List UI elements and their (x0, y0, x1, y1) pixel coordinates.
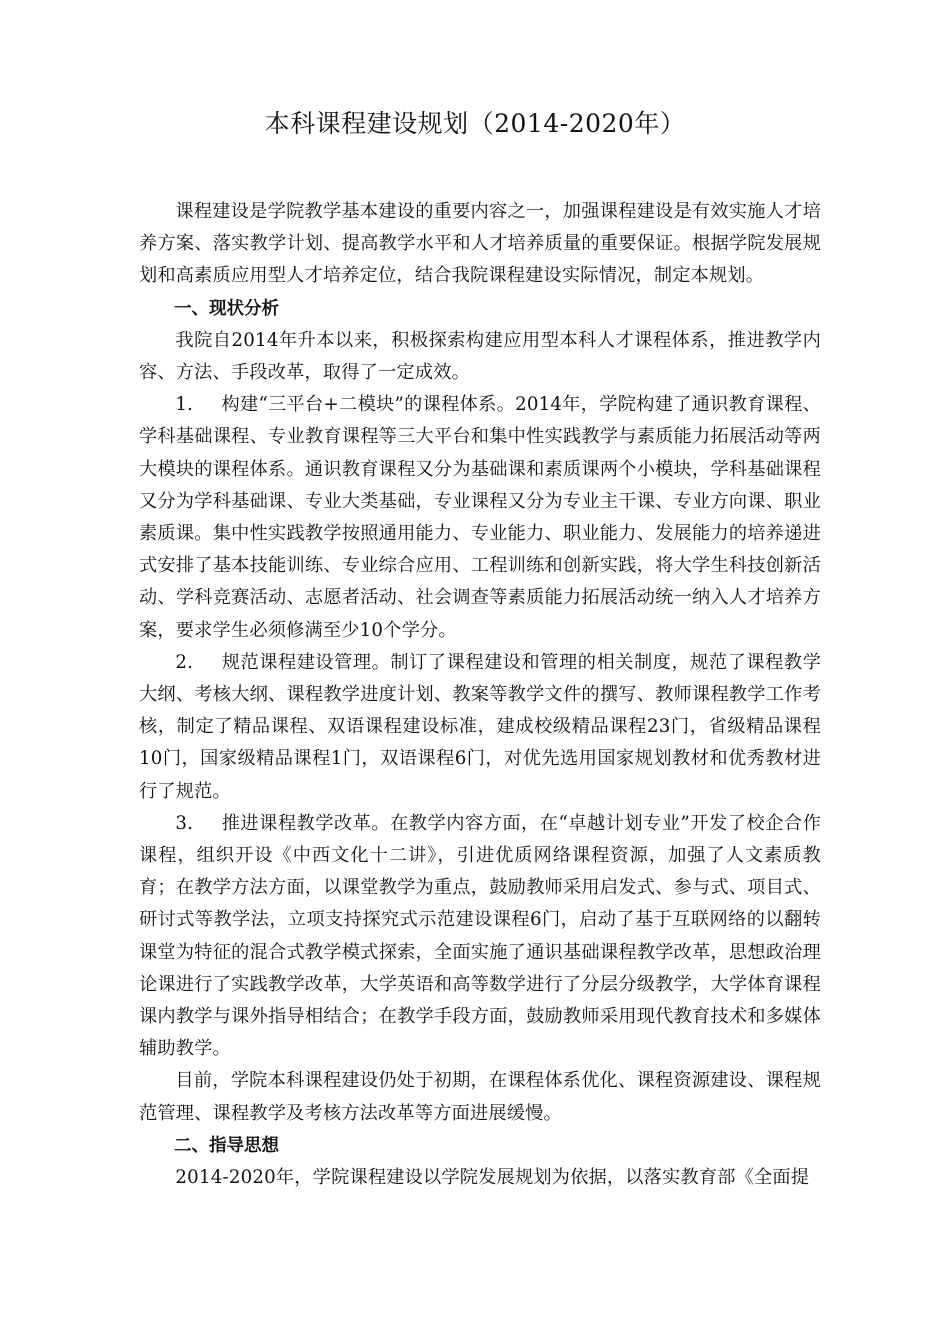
list-item-text: 构建“三平台+二模块”的课程体系。2014年，学院构建了通识教育课程、学科基础课程、专业教育课程等三大平台和集中性实践教学与素质能力拓展活动等两大模块的课程体系。通识教育课程又分为基础课和素质课两个小模块，学科基础课程又分为学科基础课、专业大类基础，专业课程又分为专业主干课、专业方向课、职业素质课。集中性实践教学按照通用能力、专业能力、职业能力、发展能力的培养递进式安排了基本技能训练、专业综合应用、工程训练和创新实践，将大学生科技创新活动、学科竞赛活动、志愿者活动、社会调查等素质能力拓展活动统一纳入人才培养方案，要求学生必须修满至少10个学分。 (139, 394, 821, 641)
section1-summary-paragraph: 目前，学院本科课程建设仍处于初期，在课程体系优化、课程资源建设、课程规范管理、课程教学及考核方法改革等方面进展缓慢。 (139, 1070, 821, 1124)
list-item-text: 推进课程教学改革。在教学内容方面，在“卓越计划专业”开发了校企合作课程，组织开设《中西文化十二讲》，引进优质网络课程资源，加强了人文素质教育；在教学方法方面，以课堂教学为重点，鼓励教师采用启发式、参与式、项目式、研讨式等教学法，立项支持探究式示范建设课程6门，启动了基于互联网络的以翻转课堂为特征的混合式教学模式探索，全面实施了通识基础课程教学改革，思想政治理论课进行了实践教学改革，大学英语和高等数学进行了分层分级教学，大学体育课程课内教学与课外指导相结合；在教学手段方面，鼓励教师采用现代教育技术和多媒体辅助教学。 (139, 812, 821, 1060)
section-heading-guiding-thought: 二、指导思想 (174, 1135, 279, 1156)
section1-lead-paragraph: 我院自2014年升本以来，积极探索构建应用型本科人才课程体系，推进教学内容、方法、手段改革，取得了一定成效。 (139, 329, 821, 384)
list-item-2 (139, 647, 821, 808)
intro-paragraph: 课程建设是学院教学基本建设的重要内容之一，加强课程建设是有效实施人才培养方案、落实教学计划、提高教学水平和人才培养质量的重要保证。根据学院发展规划和高素质应用型人才培养定位，结合我院课程建设实际情况，制定本规划。 (139, 201, 821, 287)
section2-lead-paragraph: 2014-2020年，学院课程建设以学院发展规划为依据，以落实教育部《全面提 (175, 1167, 810, 1189)
list-item-1 (139, 389, 821, 647)
list-item-number: 3. (175, 812, 194, 834)
list-item-3 (139, 808, 821, 1066)
section-heading-status: 一、现状分析 (174, 298, 279, 319)
list-item-text: 规范课程建设管理。制订了课程建设和管理的相关制度，规范了课程教学大纲、考核大纲、课程教学进度计划、教案等教学文件的撰写、教师课程教学工作考核，制定了精品课程、双语课程建设标准，建成校级精品课程23门，省级精品课程10门，国家级精品课程1门，双语课程6门，对优先选用国家规划教材和优秀教材进行了规范。 (139, 651, 821, 802)
document-title: 本科课程建设规划（2014-2020年） (264, 109, 686, 138)
list-item-number: 1. (175, 394, 194, 416)
list-item-number: 2. (175, 651, 194, 673)
document-body (139, 196, 821, 1194)
